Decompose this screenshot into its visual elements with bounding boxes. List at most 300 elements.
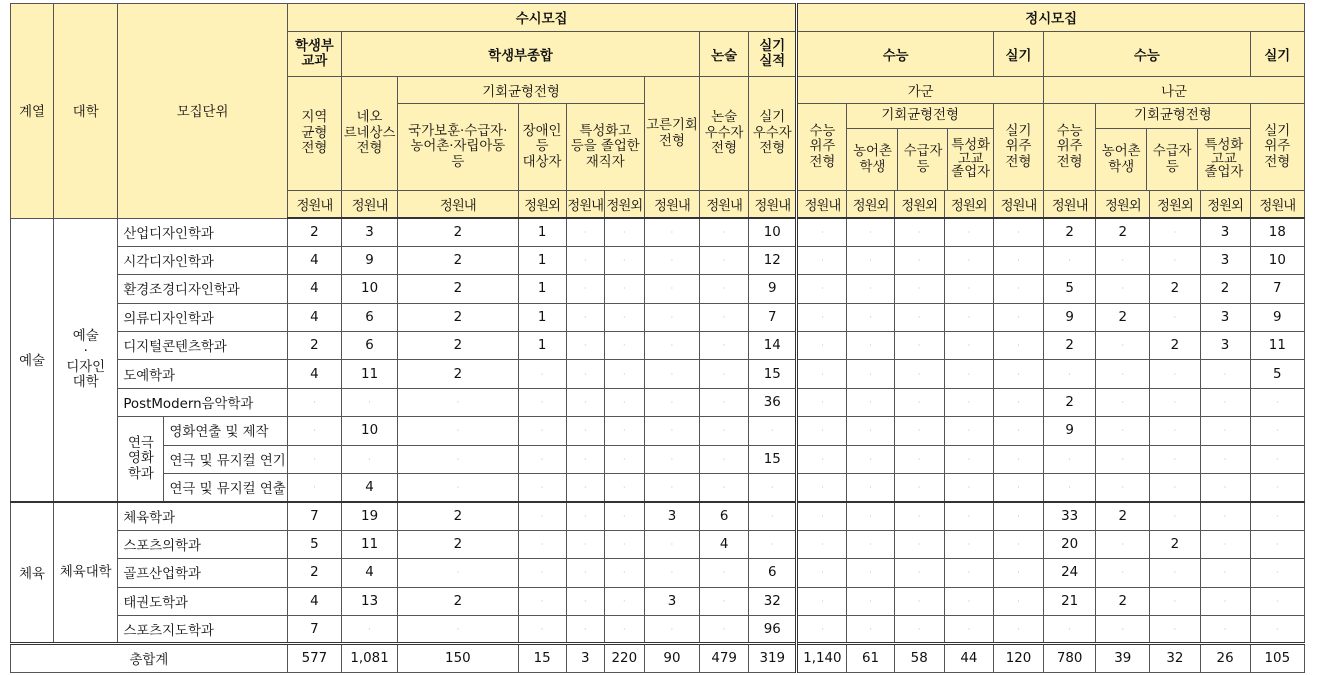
value-cell: ·: [797, 303, 847, 331]
value-cell: ·: [518, 502, 566, 530]
header-nonsul: 논술: [700, 32, 749, 77]
value-cell: 3: [644, 502, 699, 530]
value-cell: ·: [566, 530, 604, 558]
header-hakgyo: 학생부 교과: [287, 32, 341, 77]
value-cell: ·: [797, 218, 847, 246]
value-cell: ·: [1150, 417, 1200, 445]
value-cell: ·: [604, 587, 644, 615]
header-subgroup-na: [1096, 104, 1250, 191]
value-cell: ·: [518, 360, 566, 388]
value-cell: ·: [398, 559, 518, 587]
value-cell: ·: [749, 530, 797, 558]
value-cell: 2: [398, 275, 518, 303]
value-cell: 2: [1096, 218, 1150, 246]
value-cell: ·: [944, 303, 993, 331]
value-cell: ·: [1200, 360, 1250, 388]
value-cell: ·: [847, 474, 894, 502]
value-cell: ·: [1250, 502, 1304, 530]
value-cell: ·: [566, 360, 604, 388]
value-cell: ·: [1200, 587, 1250, 615]
header-unit: 모집단위: [118, 4, 288, 219]
header-quota-8: 정원내: [749, 191, 797, 219]
value-cell: 6: [700, 502, 749, 530]
header-suneung-wiju-na: 수능 위주 전형: [1044, 104, 1096, 191]
value-cell: 5: [1044, 275, 1096, 303]
value-cell: ·: [1096, 445, 1150, 473]
value-cell: 105: [1250, 644, 1304, 672]
value-cell: ·: [566, 417, 604, 445]
value-cell: ·: [287, 388, 341, 416]
table-row: [11, 360, 1305, 388]
value-cell: 2: [398, 303, 518, 331]
value-cell: ·: [644, 246, 699, 274]
value-cell: 479: [700, 644, 749, 672]
value-cell: ·: [644, 445, 699, 473]
value-cell: ·: [644, 303, 699, 331]
unit-cell: 영화연출 및 제작: [164, 417, 287, 445]
value-cell: ·: [993, 246, 1043, 274]
value-cell: ·: [993, 502, 1043, 530]
header-subgroup-ga: [847, 104, 993, 191]
value-cell: ·: [700, 615, 749, 643]
value-cell: ·: [1200, 559, 1250, 587]
header-opportunity-susi: 기회균형전형: [398, 77, 645, 104]
value-cell: ·: [644, 218, 699, 246]
value-cell: ·: [847, 218, 894, 246]
value-cell: ·: [847, 275, 894, 303]
value-cell: 2: [1200, 275, 1250, 303]
value-cell: ·: [993, 615, 1043, 643]
value-cell: ·: [847, 502, 894, 530]
value-cell: 24: [1044, 559, 1096, 587]
value-cell: 19: [341, 502, 397, 530]
value-cell: ·: [566, 474, 604, 502]
header-suneung-na: 수능: [1044, 32, 1251, 77]
table-row: [11, 332, 1305, 360]
value-cell: 9: [1044, 417, 1096, 445]
value-cell: ·: [398, 417, 518, 445]
value-cell: ·: [797, 445, 847, 473]
value-cell: ·: [604, 417, 644, 445]
value-cell: ·: [1096, 530, 1150, 558]
table-row: [11, 417, 1305, 445]
total-row: [11, 644, 1305, 672]
header-quota-11: 정원외: [894, 191, 944, 219]
unit-cell: 의류디자인학과: [118, 303, 288, 331]
value-cell: ·: [518, 417, 566, 445]
value-cell: 1: [518, 303, 566, 331]
value-cell: ·: [749, 417, 797, 445]
value-cell: 2: [1150, 332, 1200, 360]
value-cell: ·: [797, 587, 847, 615]
value-cell: ·: [566, 445, 604, 473]
value-cell: ·: [644, 417, 699, 445]
value-cell: ·: [797, 474, 847, 502]
header-neo: 네오 르네상스 전형: [341, 77, 397, 191]
value-cell: 20: [1044, 530, 1096, 558]
value-cell: ·: [518, 615, 566, 643]
value-cell: 2: [1044, 332, 1096, 360]
value-cell: 10: [341, 275, 397, 303]
value-cell: ·: [797, 360, 847, 388]
value-cell: 4: [287, 303, 341, 331]
unit-cell: 연극 및 뮤지컬 연기: [164, 445, 287, 473]
value-cell: 6: [749, 559, 797, 587]
value-cell: ·: [894, 246, 944, 274]
value-cell: ·: [1250, 417, 1304, 445]
table-row: [11, 530, 1305, 558]
value-cell: ·: [797, 417, 847, 445]
header-nongeochon-ga: 농어촌 학생: [847, 129, 898, 190]
value-cell: ·: [944, 587, 993, 615]
value-cell: 32: [1150, 644, 1200, 672]
value-cell: ·: [847, 360, 894, 388]
value-cell: 61: [847, 644, 894, 672]
header-quota-6: 정원내: [644, 191, 699, 219]
value-cell: ·: [894, 417, 944, 445]
value-cell: 2: [287, 218, 341, 246]
value-cell: ·: [797, 388, 847, 416]
value-cell: 1: [518, 332, 566, 360]
value-cell: 2: [287, 332, 341, 360]
header-goreun: 고른기회 전형: [644, 77, 699, 191]
value-cell: ·: [894, 474, 944, 502]
header-quota-16: 정원외: [1150, 191, 1200, 219]
value-cell: 15: [749, 360, 797, 388]
value-cell: 3: [1200, 332, 1250, 360]
header-quota-7: 정원내: [700, 191, 749, 219]
value-cell: 6: [341, 332, 397, 360]
value-cell: ·: [644, 474, 699, 502]
value-cell: ·: [518, 445, 566, 473]
value-cell: ·: [644, 332, 699, 360]
value-cell: 9: [341, 246, 397, 274]
header-quota-17: 정원외: [1200, 191, 1250, 219]
value-cell: 4: [341, 559, 397, 587]
value-cell: 3: [341, 218, 397, 246]
header-silgi-na: 실기: [1250, 32, 1304, 77]
header-quota-10: 정원외: [847, 191, 894, 219]
value-cell: ·: [287, 474, 341, 502]
unit-cell: 태권도학과: [118, 587, 288, 615]
value-cell: 2: [1096, 587, 1150, 615]
value-cell: 39: [1096, 644, 1150, 672]
value-cell: ·: [797, 615, 847, 643]
value-cell: 2: [1150, 275, 1200, 303]
value-cell: ·: [1150, 502, 1200, 530]
value-cell: ·: [518, 559, 566, 587]
value-cell: ·: [993, 218, 1043, 246]
value-cell: ·: [847, 332, 894, 360]
value-cell: 96: [749, 615, 797, 643]
header-jeongsi: 정시모집: [797, 4, 1305, 32]
college-cell: 체육대학: [54, 502, 118, 644]
value-cell: 21: [1044, 587, 1096, 615]
value-cell: ·: [1096, 275, 1150, 303]
value-cell: ·: [518, 530, 566, 558]
value-cell: ·: [944, 218, 993, 246]
header-teuksunghwa-ga: 특성화 고교 졸업자: [951, 138, 991, 181]
value-cell: 44: [944, 644, 993, 672]
value-cell: 150: [398, 644, 518, 672]
value-cell: ·: [894, 218, 944, 246]
value-cell: ·: [1150, 615, 1200, 643]
value-cell: ·: [604, 332, 644, 360]
header-quota-5: 정원외: [604, 191, 644, 219]
value-cell: 7: [287, 615, 341, 643]
header-susi: 수시모집: [287, 4, 797, 32]
header-quota-12: 정원외: [944, 191, 993, 219]
value-cell: ·: [797, 502, 847, 530]
table-row: [11, 275, 1305, 303]
value-cell: ·: [644, 360, 699, 388]
header-jangae: 장애인 등 대상자: [518, 104, 566, 191]
value-cell: ·: [700, 360, 749, 388]
value-cell: ·: [700, 587, 749, 615]
value-cell: ·: [847, 530, 894, 558]
unit-cell: 연극 및 뮤지컬 연출: [164, 474, 287, 502]
value-cell: ·: [993, 303, 1043, 331]
table-row: [11, 615, 1305, 643]
value-cell: ·: [1150, 388, 1200, 416]
header-jiyeok: 지역 균형 전형: [287, 77, 341, 191]
value-cell: ·: [604, 360, 644, 388]
value-cell: 1,140: [797, 644, 847, 672]
value-cell: ·: [700, 218, 749, 246]
value-cell: ·: [644, 559, 699, 587]
value-cell: ·: [566, 218, 604, 246]
table-row: [11, 587, 1305, 615]
value-cell: ·: [1200, 474, 1250, 502]
header-nonsul-woosu: 논술 우수자 전형: [700, 77, 749, 191]
value-cell: ·: [566, 615, 604, 643]
value-cell: ·: [644, 530, 699, 558]
value-cell: ·: [894, 445, 944, 473]
value-cell: 4: [700, 530, 749, 558]
value-cell: ·: [1250, 388, 1304, 416]
table-row: [11, 474, 1305, 502]
value-cell: 7: [287, 502, 341, 530]
header-quota-13: 정원내: [993, 191, 1043, 219]
value-cell: ·: [797, 275, 847, 303]
header-hakjong: 학생부종합: [341, 32, 699, 77]
value-cell: 18: [1250, 218, 1304, 246]
header-quota-2: 정원내: [398, 191, 518, 219]
value-cell: ·: [1044, 246, 1096, 274]
value-cell: ·: [944, 559, 993, 587]
value-cell: ·: [993, 275, 1043, 303]
value-cell: ·: [797, 246, 847, 274]
value-cell: ·: [749, 474, 797, 502]
unit-cell: PostModern음악학과: [118, 388, 288, 416]
value-cell: 2: [398, 218, 518, 246]
value-cell: 58: [894, 644, 944, 672]
value-cell: 4: [287, 360, 341, 388]
total-label: 총합계: [11, 644, 288, 672]
value-cell: ·: [1096, 332, 1150, 360]
value-cell: ·: [1250, 474, 1304, 502]
unit-cell: 골프산업학과: [118, 559, 288, 587]
value-cell: ·: [700, 388, 749, 416]
value-cell: ·: [847, 615, 894, 643]
unit-cell: 산업디자인학과: [118, 218, 288, 246]
header-silgi-woosu: 실기 우수자 전형: [749, 77, 797, 191]
value-cell: 6: [341, 303, 397, 331]
value-cell: ·: [1200, 530, 1250, 558]
value-cell: 9: [1250, 303, 1304, 331]
value-cell: 2: [398, 530, 518, 558]
header-sugupja-ga: 수급자 등: [898, 129, 948, 190]
value-cell: ·: [518, 388, 566, 416]
header-sugupja-na: 수급자 등: [1147, 129, 1198, 190]
value-cell: ·: [847, 417, 894, 445]
value-cell: ·: [604, 303, 644, 331]
value-cell: ·: [894, 530, 944, 558]
value-cell: 10: [341, 417, 397, 445]
value-cell: ·: [1096, 417, 1150, 445]
unit-cell: 체육학과: [118, 502, 288, 530]
value-cell: 1,081: [341, 644, 397, 672]
value-cell: ·: [1150, 587, 1200, 615]
value-cell: 319: [749, 644, 797, 672]
value-cell: ·: [1150, 445, 1200, 473]
header-suneung-ga: 수능: [797, 32, 994, 77]
value-cell: ·: [566, 303, 604, 331]
value-cell: 9: [1044, 303, 1096, 331]
value-cell: ·: [604, 218, 644, 246]
value-cell: 7: [1250, 275, 1304, 303]
value-cell: ·: [894, 332, 944, 360]
value-cell: ·: [1096, 246, 1150, 274]
value-cell: ·: [1200, 502, 1250, 530]
value-cell: 4: [287, 587, 341, 615]
header-quota-18: 정원내: [1250, 191, 1304, 219]
table-row: [11, 303, 1305, 331]
value-cell: ·: [944, 474, 993, 502]
header-opportunity-ga: 기회균형전형: [847, 104, 992, 129]
value-cell: ·: [944, 417, 993, 445]
value-cell: 14: [749, 332, 797, 360]
header-silgi-siljeok: 실기 실적: [749, 32, 797, 77]
value-cell: 120: [993, 644, 1043, 672]
value-cell: ·: [1044, 615, 1096, 643]
header-teuksunghwa-jaejik: 특성화고 등을 졸업한 재직자: [566, 104, 644, 191]
value-cell: 5: [1250, 360, 1304, 388]
value-cell: 10: [749, 218, 797, 246]
value-cell: ·: [993, 332, 1043, 360]
value-cell: ·: [604, 502, 644, 530]
value-cell: ·: [993, 360, 1043, 388]
value-cell: ·: [847, 559, 894, 587]
value-cell: ·: [1200, 417, 1250, 445]
value-cell: ·: [604, 559, 644, 587]
value-cell: ·: [518, 587, 566, 615]
value-cell: ·: [1150, 474, 1200, 502]
value-cell: 2: [1096, 303, 1150, 331]
header-college: 대학: [54, 4, 118, 219]
value-cell: 5: [287, 530, 341, 558]
value-cell: ·: [566, 246, 604, 274]
value-cell: ·: [993, 388, 1043, 416]
value-cell: ·: [1096, 559, 1150, 587]
value-cell: 1: [518, 246, 566, 274]
header-suneung-wiju-ga: 수능 위주 전형: [797, 104, 847, 191]
value-cell: ·: [398, 474, 518, 502]
admissions-quota-table: [10, 3, 1305, 673]
value-cell: ·: [944, 332, 993, 360]
value-cell: ·: [894, 388, 944, 416]
value-cell: ·: [644, 388, 699, 416]
value-cell: ·: [1150, 218, 1200, 246]
unit-cell: 스포츠의학과: [118, 530, 288, 558]
header-gagun: 가군: [797, 77, 1044, 104]
value-cell: ·: [1250, 587, 1304, 615]
value-cell: 13: [341, 587, 397, 615]
value-cell: ·: [341, 445, 397, 473]
value-cell: ·: [894, 275, 944, 303]
value-cell: ·: [944, 530, 993, 558]
table-row: [11, 388, 1305, 416]
header-silgi-ga: 실기: [993, 32, 1043, 77]
value-cell: ·: [1250, 615, 1304, 643]
header-quota-4: 정원내: [566, 191, 604, 219]
value-cell: ·: [644, 615, 699, 643]
value-cell: ·: [287, 445, 341, 473]
value-cell: ·: [604, 530, 644, 558]
value-cell: ·: [700, 332, 749, 360]
value-cell: ·: [944, 445, 993, 473]
value-cell: ·: [518, 474, 566, 502]
unit-cell: 시각디자인학과: [118, 246, 288, 274]
value-cell: ·: [993, 559, 1043, 587]
group-cell: 체육: [11, 502, 54, 644]
header-teuksunghwa-na: 특성화 고교 졸업자: [1204, 138, 1244, 181]
unit-cell: 환경조경디자인학과: [118, 275, 288, 303]
department-group-cell: 연극 영화 학과: [118, 417, 164, 502]
value-cell: ·: [1096, 474, 1150, 502]
header-gukga: 국가보훈·수급자· 농어촌·자립아동 등: [398, 104, 518, 191]
value-cell: ·: [700, 474, 749, 502]
value-cell: 3: [1200, 246, 1250, 274]
value-cell: 1: [518, 275, 566, 303]
value-cell: 11: [1250, 332, 1304, 360]
value-cell: ·: [944, 615, 993, 643]
value-cell: ·: [847, 246, 894, 274]
value-cell: ·: [700, 445, 749, 473]
value-cell: ·: [566, 388, 604, 416]
value-cell: ·: [1200, 445, 1250, 473]
value-cell: ·: [341, 388, 397, 416]
value-cell: 2: [287, 559, 341, 587]
value-cell: ·: [847, 388, 894, 416]
value-cell: ·: [749, 502, 797, 530]
value-cell: 33: [1044, 502, 1096, 530]
unit-cell: 도예학과: [118, 360, 288, 388]
value-cell: ·: [1044, 445, 1096, 473]
value-cell: ·: [604, 474, 644, 502]
value-cell: 36: [749, 388, 797, 416]
value-cell: ·: [604, 388, 644, 416]
value-cell: ·: [1096, 388, 1150, 416]
value-cell: ·: [566, 332, 604, 360]
header-group: 계열: [11, 4, 54, 219]
admissions-table-container: [10, 3, 1305, 673]
value-cell: ·: [993, 417, 1043, 445]
value-cell: ·: [341, 615, 397, 643]
header-nongeochon-na: 농어촌 학생: [1096, 129, 1147, 190]
value-cell: ·: [566, 502, 604, 530]
value-cell: ·: [1096, 615, 1150, 643]
